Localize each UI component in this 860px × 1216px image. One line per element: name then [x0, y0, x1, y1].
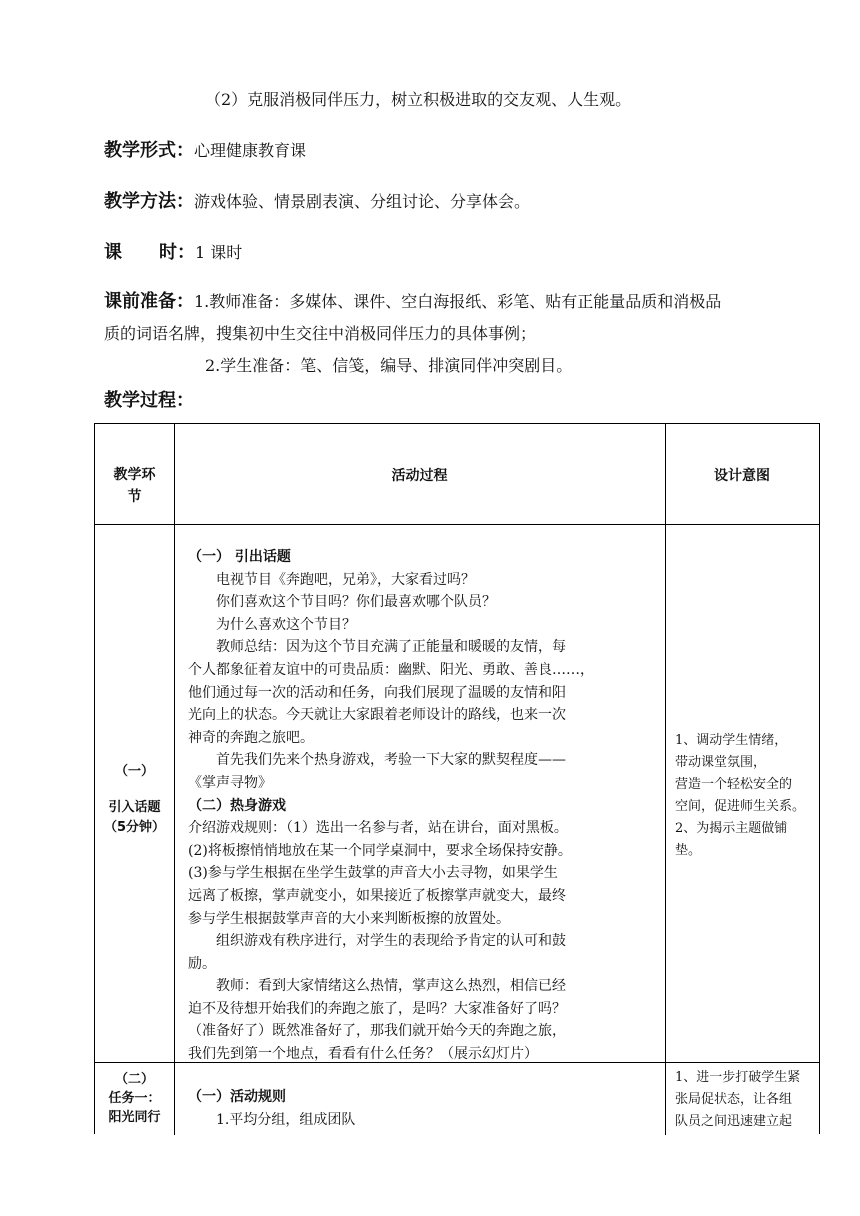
header-stage — [95, 464, 174, 508]
teaching-process-label: 教学过程： — [104, 390, 194, 411]
class-hours-label-a: 课 — [104, 242, 122, 263]
activity-line: 介绍游戏规则：（1）选出一名参与者，站在讲台，面对黑板。 — [188, 820, 568, 837]
preparation-line-1: 1.教师准备：多媒体、课件、空白海报纸、彩笔、贴有正能量品质和消极品 — [194, 292, 722, 311]
intent-line: 张局促状态，让各组 — [675, 1092, 793, 1107]
activity-line: 远离了板擦，掌声就变小，如果接近了板擦掌声就变大，最终 — [188, 887, 566, 904]
teaching-form — [104, 141, 306, 161]
class-hours-label-b: 时： — [159, 242, 195, 263]
activity-line: 首先我们先来个热身游戏，考验一下大家的默契程度—— — [216, 752, 566, 769]
header-intent: 设计意图 — [714, 468, 770, 484]
row1-stage — [95, 762, 174, 838]
intent-line: 垫。 — [675, 843, 702, 858]
header-activity: 活动过程 — [391, 468, 448, 484]
intent-line: 营造一个轻松安全的 — [675, 777, 793, 792]
activity-heading-1: （一） 引出话题 — [188, 549, 291, 565]
column-divider-1 — [174, 424, 175, 1135]
activity-heading-2: （二）热身游戏 — [188, 797, 286, 814]
activity-line: 光向上的状态。今天就让大家跟着老师设计的路线，也来一次 — [188, 707, 566, 724]
row1-intent — [675, 730, 805, 862]
activity-line: 我们先到第一个地点，看看有什么任务？（展示幻灯片） — [188, 1046, 538, 1063]
activity-line: 他们通过每一次的活动和任务，向我们展现了温暖的友情和阳 — [188, 684, 566, 701]
objective-2: （2）克服消极同伴压力，树立积极进取的交友观、人生观。 — [205, 90, 632, 109]
activity-line: 教师总结：因为这个节目充满了正能量和暖暖的友情，每 — [216, 639, 566, 656]
column-divider-2 — [665, 424, 666, 1135]
activity-line: 你们喜欢这个节目吗？你们最喜欢哪个队员？ — [216, 594, 496, 611]
intent-line: 队员之间迅速建立起 — [675, 1114, 793, 1129]
activity-line: 为什么喜欢这个节目？ — [216, 616, 356, 633]
row2-intent — [675, 1067, 800, 1133]
activity-line: 电视节目《奔跑吧，兄弟》，大家看过吗？ — [216, 571, 475, 588]
header-stage-line-2: 节 — [127, 489, 142, 505]
activity-line: 1.平均分组，组成团队 — [216, 1111, 356, 1128]
row2-stage-number: （二） — [114, 1072, 154, 1087]
preparation-label: 课前准备： — [104, 291, 194, 312]
activity-line: 参与学生根据鼓掌声音的大小来判断板擦的放置处。 — [188, 910, 510, 927]
row1-stage-number: （一） — [114, 764, 154, 779]
row1-stage-name: 引入话题 — [108, 800, 161, 815]
activity-heading-rules: （一）活动规则 — [188, 1089, 286, 1105]
header-stage-line-1: 教学环 — [113, 467, 156, 483]
header-divider — [95, 524, 819, 525]
activity-line: 神奇的奔跑之旅吧。 — [188, 729, 314, 746]
activity-line: 个人都象征着友谊中的可贵品质：幽默、阳光、勇敢、善良……， — [188, 661, 594, 678]
activity-line: (3)参与学生根据在坐学生鼓掌的声音大小去寻物，如果学生 — [188, 865, 558, 882]
row2-activity — [188, 1086, 355, 1131]
intent-line: 空间，促进师生关系。 — [675, 799, 806, 814]
intent-line: 2、为揭示主题做铺 — [675, 821, 788, 836]
activity-line: 《掌声寻物》 — [188, 774, 272, 791]
process-table — [94, 423, 820, 1134]
intent-line: 1、进一步打破学生紧 — [675, 1070, 801, 1085]
intent-line: 带动课堂氛围， — [675, 755, 767, 770]
intent-line: 1、调动学生情绪， — [675, 733, 788, 748]
class-hours-value: 1 课时 — [195, 243, 243, 262]
activity-line: （准备好了）既然准备好了，那我们就开始今天的奔跑之旅， — [188, 1023, 566, 1040]
row2-stage — [95, 1070, 174, 1127]
activity-line: 励。 — [188, 955, 216, 972]
teaching-method-label: 教学方法： — [104, 191, 194, 212]
activity-line: (2)将板擦悄悄地放在某一个同学桌洞中，要求全场保持安静。 — [188, 842, 572, 859]
preparation — [104, 292, 721, 312]
row1-activity — [188, 546, 594, 1066]
teaching-form-value: 心理健康教育课 — [194, 141, 307, 160]
preparation-line-2: 质的词语名牌，搜集初中生交往中消极同伴压力的具体事例； — [104, 324, 537, 343]
teaching-method — [104, 192, 530, 212]
class-hours — [104, 243, 242, 263]
teaching-form-label: 教学形式： — [104, 140, 194, 161]
teaching-method-value: 游戏体验、情景剧表演、分组讨论、分享体会。 — [194, 192, 531, 211]
row1-stage-time: （5分钟） — [103, 820, 166, 835]
activity-line: 教师：看到大家情绪这么热情，掌声这么热烈，相信已经 — [216, 978, 566, 995]
preparation-line-3: 2.学生准备：笔、信笺，编导、排演同伴冲突剧目。 — [205, 356, 573, 375]
row2-stage-name: 任务一： — [108, 1091, 161, 1106]
activity-line: 迫不及待想开始我们的奔跑之旅了，是吗？大家准备好了吗？ — [188, 1000, 566, 1017]
row2-stage-subtitle: 阳光同行 — [108, 1110, 161, 1125]
activity-line: 组织游戏有秩序进行，对学生的表现给予肯定的认可和鼓 — [216, 933, 566, 950]
